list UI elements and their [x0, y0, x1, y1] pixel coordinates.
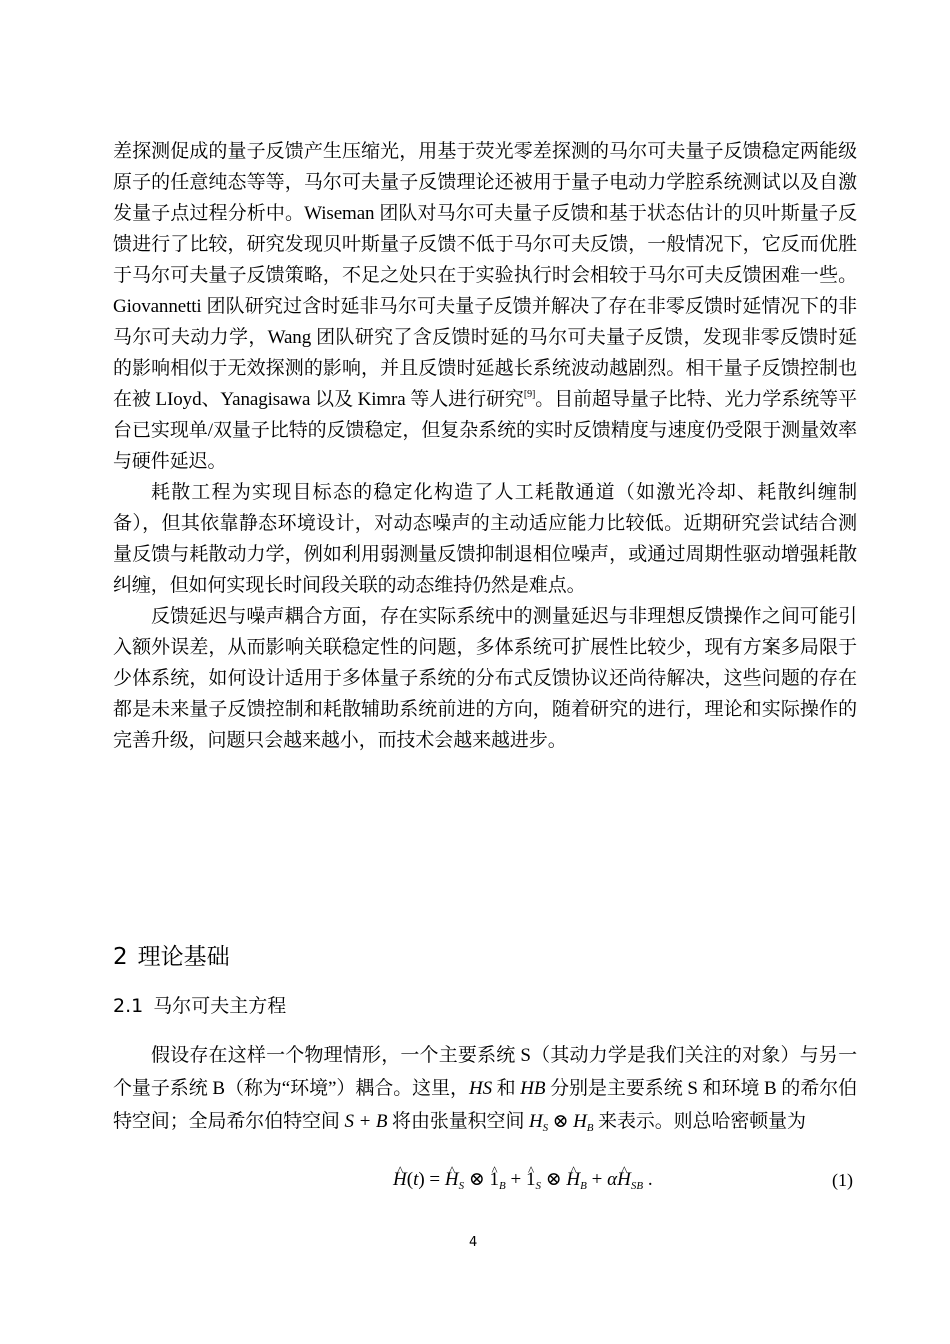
- math-sub: B: [499, 1180, 506, 1192]
- subsection-title: 马尔可夫主方程: [153, 995, 287, 1017]
- text-segment: 将由张量积空间: [387, 1111, 529, 1132]
- math-HB: HB: [520, 1078, 546, 1099]
- math-H-hat: ^ H: [566, 1166, 580, 1194]
- math-arg: (t): [406, 1169, 425, 1190]
- markov-intro-block: [113, 1039, 857, 1138]
- text-segment: 假设存在这样一个物理情形，一个主要系统 S（其动力学是我们关注的对象）与另一个量子系统 B（称为“环境”）耦合。这里，: [113, 1045, 857, 1099]
- paragraph-text-continued: 。目前超导量子比特、光力学系统等平台已实现单/双量子比特的反馈稳定，但复杂系统的实时反馈精度与速度仍受限于测量效率与硬件延迟。: [113, 389, 857, 472]
- math-sub: S: [458, 1180, 465, 1192]
- paragraph-feedback-history: [113, 136, 857, 477]
- paragraph-dissipation-engineering: 耗散工程为实现目标态的稳定化构造了人工耗散通道（如激光冷却、耗散纠缠制备），但其依靠静态环境设计，对动态噪声的主动适应能力比较低。近期研究尝试结合测量反馈与耗散动力学，例如利用弱测量反馈抑制退相位噪声，或通过周期性驱动增强耗散纠缠，但如何实现长时间段关联的动态维持仍然是难点。: [113, 482, 857, 596]
- alpha-symbol: α: [607, 1169, 618, 1190]
- section-number: 2: [113, 944, 128, 970]
- math-HS: HS: [468, 1078, 492, 1099]
- text-segment: 来表示。则总哈密顿量为: [593, 1111, 806, 1132]
- text-segment: 和: [491, 1078, 521, 1099]
- math-sub: B: [580, 1180, 587, 1192]
- math-sub: S: [542, 1122, 549, 1134]
- paragraph-markov-intro: [113, 1039, 857, 1138]
- equals-symbol: =: [424, 1169, 445, 1190]
- equation-hamiltonian: [393, 1166, 653, 1194]
- paragraph-feedback-delay: 反馈延迟与噪声耦合方面，存在实际系统中的测量延迟与非理想反馈操作之间可能引入额外误差，从而影响关联稳定性的问题，多体系统可扩展性比较少，现有方案多局限于少体系统，如何设计适用于多体量子系统的分布式反馈协议还尚待解决，这些问题的存在都是未来量子反馈控制和耗散辅助系统前进的方向，随着研究的进行，理论和实际操作的完善升级，问题只会越来越小，而技术会越来越进步。: [113, 606, 857, 751]
- equation-number: (1): [832, 1170, 853, 1190]
- otimes-symbol: ⊗: [541, 1169, 567, 1190]
- plus-symbol: +: [505, 1169, 526, 1190]
- math-S-plus-B: S + B: [344, 1111, 388, 1132]
- section-title: 理论基础: [137, 944, 230, 970]
- subsection-heading: [113, 992, 286, 1020]
- otimes-symbol: ⊗: [464, 1169, 490, 1190]
- math-H-hat: ^ H: [617, 1166, 631, 1194]
- period: .: [643, 1169, 653, 1190]
- paragraph-text: 差探测促成的量子反馈产生压缩光，用基于荧光零差探测的马尔可夫量子反馈稳定两能级原子的任意纯态等等，马尔可夫量子反馈理论还被用于量子电动力学腔系统测试以及自激发量子点过程分析中。Wiseman 团队对马尔可夫量子反馈和基于状态估计的贝叶斯量子反馈进行了比较，研究发现贝叶斯量子反馈不低于马尔可夫反馈，一般情况下，它反而优胜于马尔可夫量子反馈策略，不足之处只在于实验执行时会相较于马尔可夫反馈困难一些。Giovannetti 团队研究过含时延非马尔可夫量子反馈并解决了存在非零反馈时延情况下的非马尔可夫动力学，Wang 团队研究了含反馈时延的马尔可夫量子反馈，发现非零反馈时延的影响相似于无效探测的影响，并且反馈时延越长系统波动越剧烈。相干量子反馈控制也在被 LIoyd、Yanagisawa 以及 Kimra 等人进行研究: [113, 141, 857, 410]
- math-H: H: [573, 1111, 587, 1132]
- body-text-block: [113, 136, 857, 756]
- subsection-number: 2.1: [113, 995, 144, 1017]
- math-tensor-space: [529, 1111, 593, 1132]
- math-H: H: [529, 1111, 543, 1132]
- math-sub: S: [535, 1180, 541, 1192]
- math-H-hat: ^ H: [393, 1166, 407, 1194]
- otimes-symbol: ⊗: [548, 1111, 574, 1132]
- text-segment: 分别是主要系统 S 和环境 B 的希尔伯特空间；全局希尔伯特空间: [113, 1078, 857, 1132]
- identity-hat: ^ 1: [490, 1166, 500, 1194]
- math-H-hat: ^ H: [445, 1166, 459, 1194]
- plus-symbol: +: [586, 1169, 608, 1190]
- identity-hat: ^ 1: [526, 1166, 536, 1194]
- math-sub: SB: [630, 1180, 644, 1192]
- section-heading: [113, 941, 230, 973]
- math-sub: B: [586, 1122, 594, 1134]
- citation-ref: [9]: [523, 389, 536, 400]
- page-number: 4: [469, 1235, 478, 1250]
